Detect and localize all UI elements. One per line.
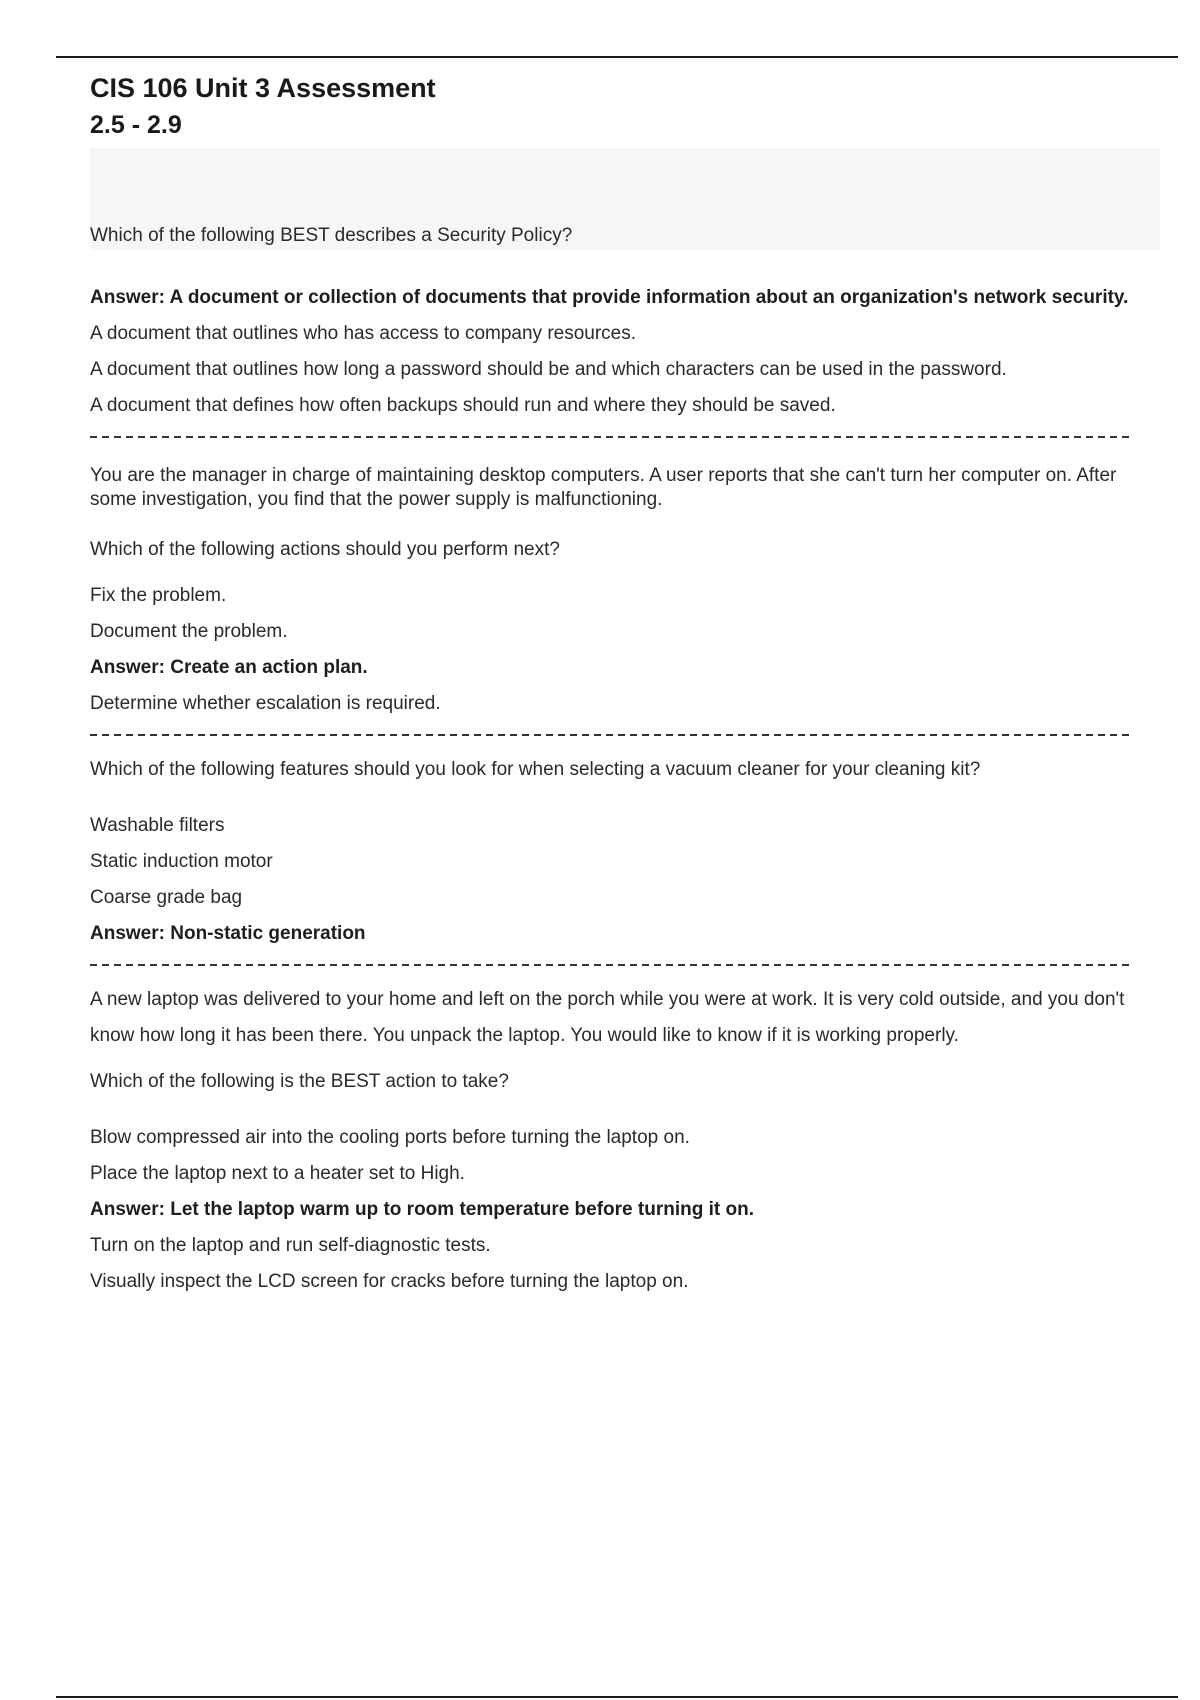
question-3-option-2: Static induction motor xyxy=(90,851,273,872)
document-subtitle: 2.5 - 2.9 xyxy=(90,111,182,139)
question-4-option-2: Place the laptop next to a heater set to High. xyxy=(90,1163,465,1184)
question-2-option-4: Determine whether escalation is required. xyxy=(90,693,441,714)
question-3-option-3: Coarse grade bag xyxy=(90,887,243,908)
bottom-rule xyxy=(56,1696,1178,1698)
question-4-option-1: Blow compressed air into the cooling ports before turning the laptop on. xyxy=(90,1127,690,1148)
assessment-content xyxy=(90,70,1160,1300)
question-separator xyxy=(90,728,1130,742)
question-2-intro: You are the manager in charge of maintaining desktop computers. A user reports that she can't turn her computer on. After some investigation, you find that the power supply is malfunctioning. xyxy=(90,465,1117,510)
question-separator xyxy=(90,958,1130,972)
question-1-text: Which of the following BEST describes a Security Policy? xyxy=(90,225,573,246)
question-2-option-1: Fix the problem. xyxy=(90,585,227,606)
question-4-intro: A new laptop was delivered to your home and left on the porch while you were at work. It is very cold outside, and you don't know how long it has been there. You unpack the laptop. You would like to know if it is working properly. xyxy=(90,989,1125,1046)
document-title: CIS 106 Unit 3 Assessment xyxy=(90,73,436,103)
question-4-option-4: Turn on the laptop and run self-diagnostic tests. xyxy=(90,1235,491,1256)
question-1-option-3: A document that outlines how long a password should be and which characters can be used in the password. xyxy=(90,359,1007,380)
question-1-option-2: A document that outlines who has access to company resources. xyxy=(90,323,637,344)
question-3-text: Which of the following features should you look for when selecting a vacuum cleaner for your cleaning kit? xyxy=(90,759,981,780)
question-1-answer: Answer: A document or collection of documents that provide information about an organization's network security. xyxy=(90,287,1129,308)
question-4-option-5: Visually inspect the LCD screen for cracks before turning the laptop on. xyxy=(90,1271,689,1292)
question-separator xyxy=(90,430,1130,444)
question-1-option-4: A document that defines how often backups should run and where they should be saved. xyxy=(90,395,836,416)
top-rule xyxy=(56,56,1178,58)
question-3-answer: Answer: Non-static generation xyxy=(90,923,366,944)
question-2-answer: Answer: Create an action plan. xyxy=(90,657,368,678)
question-4-answer: Answer: Let the laptop warm up to room temperature before turning it on. xyxy=(90,1199,754,1220)
question-2-text: Which of the following actions should you perform next? xyxy=(90,539,560,560)
question-4-text: Which of the following is the BEST action to take? xyxy=(90,1071,509,1092)
question-3-option-1: Washable filters xyxy=(90,815,225,836)
question-2-option-2: Document the problem. xyxy=(90,621,288,642)
question-1-box xyxy=(90,148,1160,250)
